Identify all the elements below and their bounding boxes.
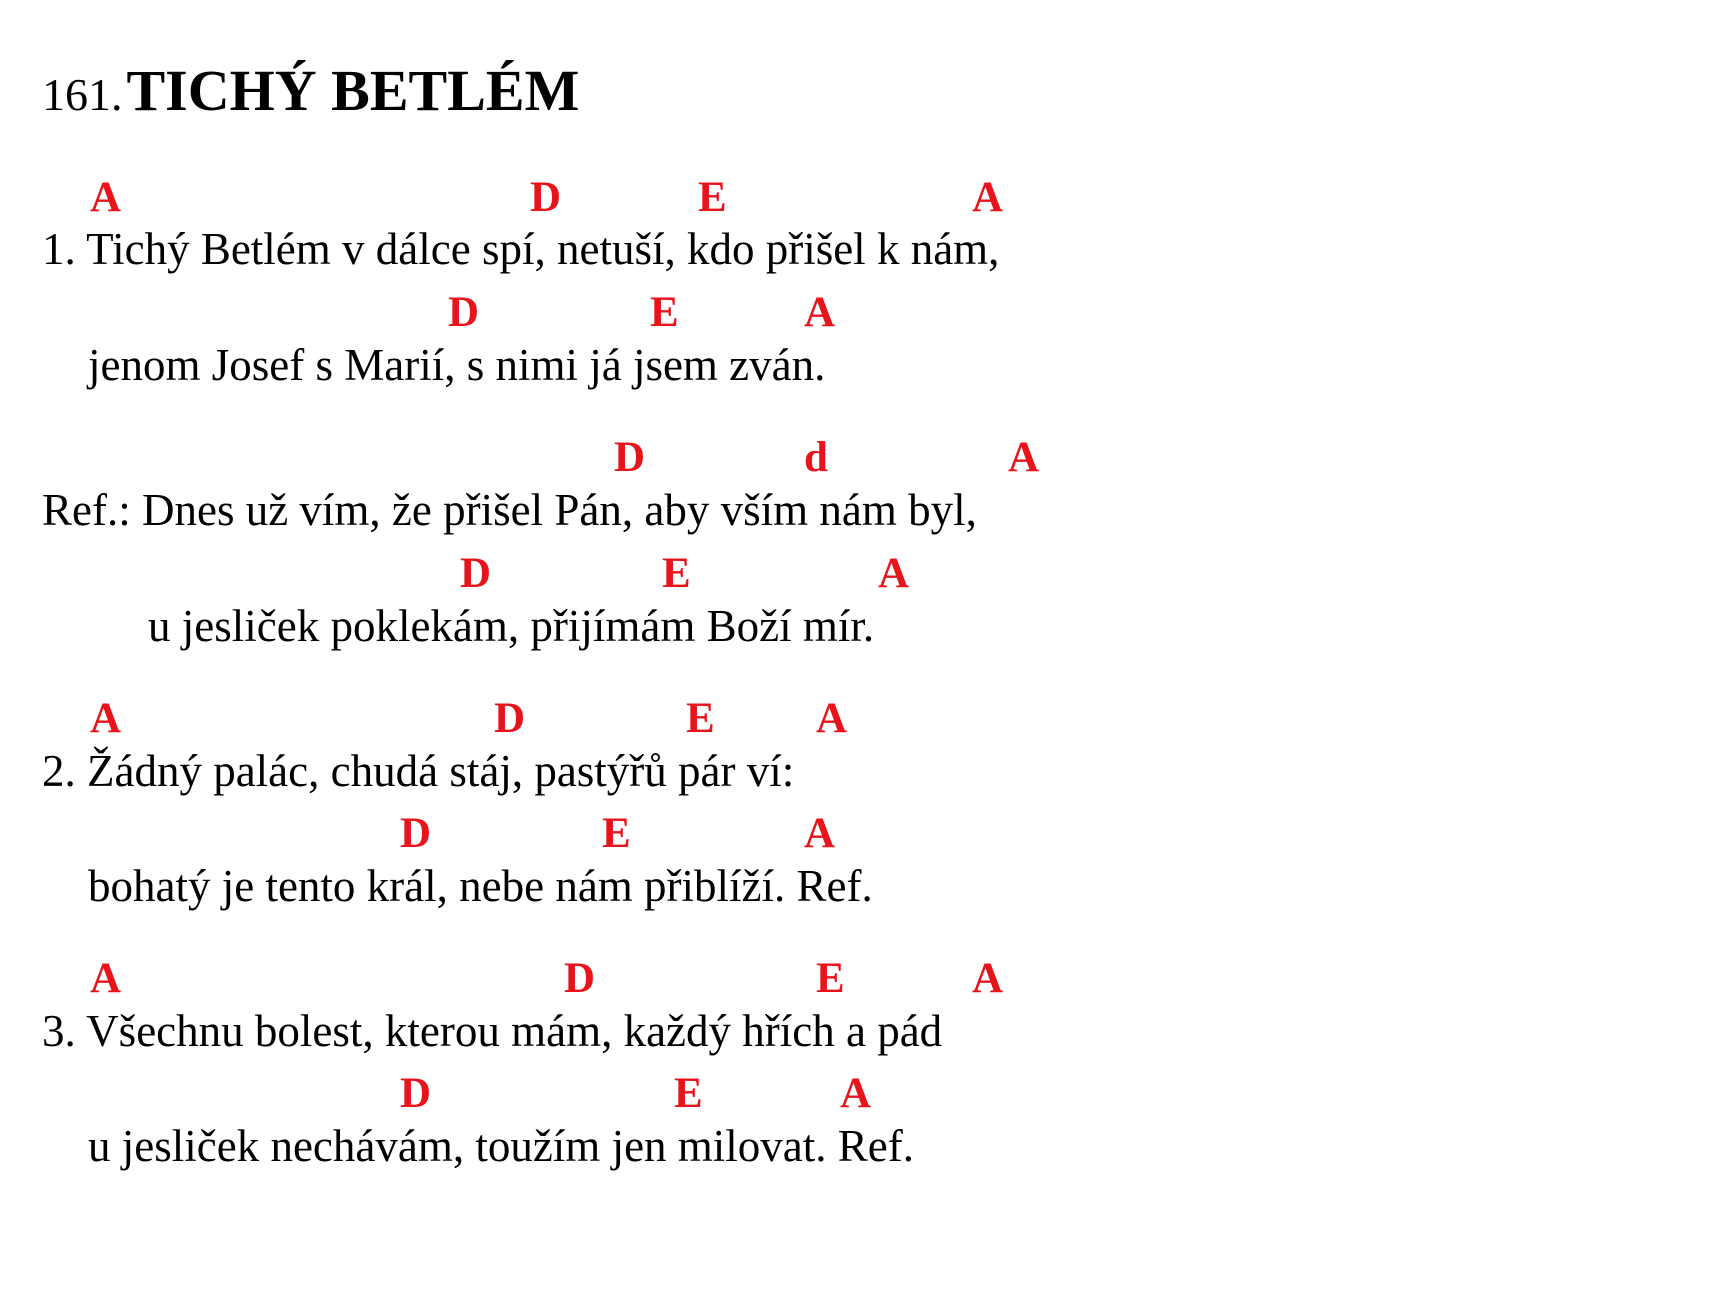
lyric-line: 3. Všechnu bolest, kterou mám, každý hřích a pád [42, 1006, 943, 1056]
chord: D [530, 174, 562, 221]
lyric-line: 2. Žádný palác, chudá stáj, pastýřů pár ví: [42, 746, 795, 796]
chord: E [674, 1070, 703, 1117]
chord: D [614, 434, 646, 481]
chord: E [816, 955, 845, 1002]
refrain-line: u jesliček poklekám, přijímám Boží mír. [148, 601, 875, 651]
song-title: TICHÝ BETLÉM [126, 58, 580, 123]
chord: D [494, 695, 526, 742]
chord: A [972, 174, 1004, 221]
chord: A [840, 1070, 872, 1117]
chord: d [804, 434, 828, 481]
chord: D [448, 289, 480, 336]
chord: E [698, 174, 727, 221]
chord: A [90, 955, 122, 1002]
chord: D [460, 550, 492, 597]
lyric-line: jenom Josef s Marií, s nimi já jsem zván. [88, 340, 826, 390]
chord: A [878, 550, 910, 597]
refrain-line: Ref.: Dnes už vím, že přišel Pán, aby vším nám byl, [42, 485, 977, 535]
chord: A [816, 695, 848, 742]
chord: A [804, 810, 836, 857]
chord: E [650, 289, 679, 336]
lyric-line: 1. Tichý Betlém v dálce spí, netuší, kdo přišel k nám, [42, 224, 1000, 274]
chord: A [972, 955, 1004, 1002]
song-heading [42, 58, 580, 123]
chord: A [90, 174, 122, 221]
chord: E [662, 550, 691, 597]
lyric-line: bohatý je tento král, nebe nám přiblíží. Ref. [88, 861, 873, 911]
chord: A [1008, 434, 1040, 481]
chord: E [602, 810, 631, 857]
chord: D [400, 1070, 432, 1117]
chord: D [400, 810, 432, 857]
song-number: 161. [42, 69, 123, 120]
chord: E [686, 695, 715, 742]
chord: A [90, 695, 122, 742]
chord: A [804, 289, 836, 336]
chord: D [564, 955, 596, 1002]
lyric-line: u jesliček nechávám, toužím jen milovat. Ref. [88, 1121, 914, 1171]
